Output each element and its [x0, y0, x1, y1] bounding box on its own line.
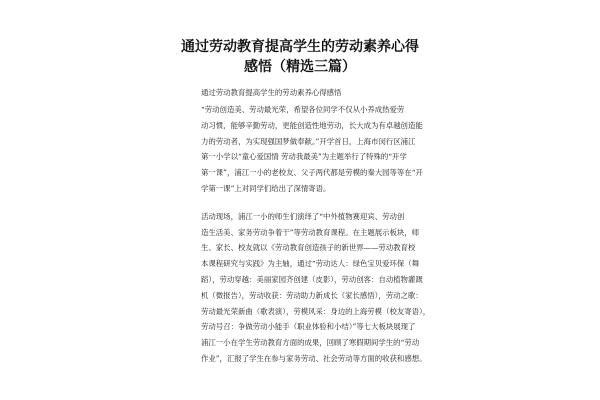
paragraph-line: 第一小学以“童心爱国情 劳动我最美”为主题举行了特殊的“开学 — [201, 152, 407, 162]
paragraph-line: 劳动号召：争做劳动小能手（职业体验和小结）”等七大板块展现了 — [201, 322, 416, 332]
paragraph-line: “劳动创造美、劳动最光荣，希望各位同学不仅从小养成热爱劳 — [201, 105, 405, 114]
paragraph-line: 第一课”，浦江一小的老校友、父子两代都是劳模的秦大园等等在“开 — [201, 168, 423, 178]
paragraph-2 — [201, 209, 431, 367]
paragraph-1 — [201, 102, 423, 197]
paragraph-line: 机（微报告），劳动收获：劳动助力新成长（家长感悟），劳动之歌： — [201, 290, 423, 300]
document-title-line-1: 通过劳动教育提高学生的劳动素养心得 — [181, 39, 419, 55]
paragraph-line: 劳动最光荣新曲（歌表演），劳模风采：身边的上海劳模（校友寄语）， — [201, 306, 431, 316]
document-title-line-2: 感悟（精选三篇） — [244, 59, 356, 75]
paragraph-line: 活动现场，浦江一小的师生们演绎了“中外植物赛迎宾、劳动创 — [201, 211, 405, 221]
document-body — [201, 102, 431, 367]
paragraph-line: 蹈），劳动穿越：美丽家园齐创建（皮影），劳动创客：自动植物灌溉 — [201, 274, 423, 284]
paragraph-line: 浦江一小在学生劳动教育方面的成果，回顾了寒假期间学生的“劳动 — [201, 338, 420, 348]
paragraph-line: 造生活美、家务劳动争着干”等劳动教育课程。在主题展示板块，师 — [201, 227, 420, 237]
paragraph-line: 本课程研究与实践》为主轴，通过“劳动达人：绿色宝贝爱环保（舞 — [201, 259, 420, 269]
paragraph-line: 力的劳动者，为实现强国梦做奉献。”开学首日，上海市闵行区浦江 — [201, 136, 416, 146]
document-subtitle: 通过劳动教育提高学生的劳动素养心得感悟 — [201, 88, 342, 97]
paragraph-gap — [201, 197, 407, 209]
paragraph-line: 作业”，汇报了学生在参与家务劳动、社会劳动等方面的收获和感想。 — [201, 353, 427, 363]
paragraph-line: 学第一课”上对同学们给出了深情寄语。 — [201, 183, 331, 193]
paragraph-line: 动习惯，能够辛勤劳动，更能创造性地劳动，长大成为有卓越创造能 — [201, 120, 423, 130]
paragraph-line: 生、家长、校友就以《劳动教育创造孩子的新世界——劳动教育校 — [201, 243, 416, 253]
